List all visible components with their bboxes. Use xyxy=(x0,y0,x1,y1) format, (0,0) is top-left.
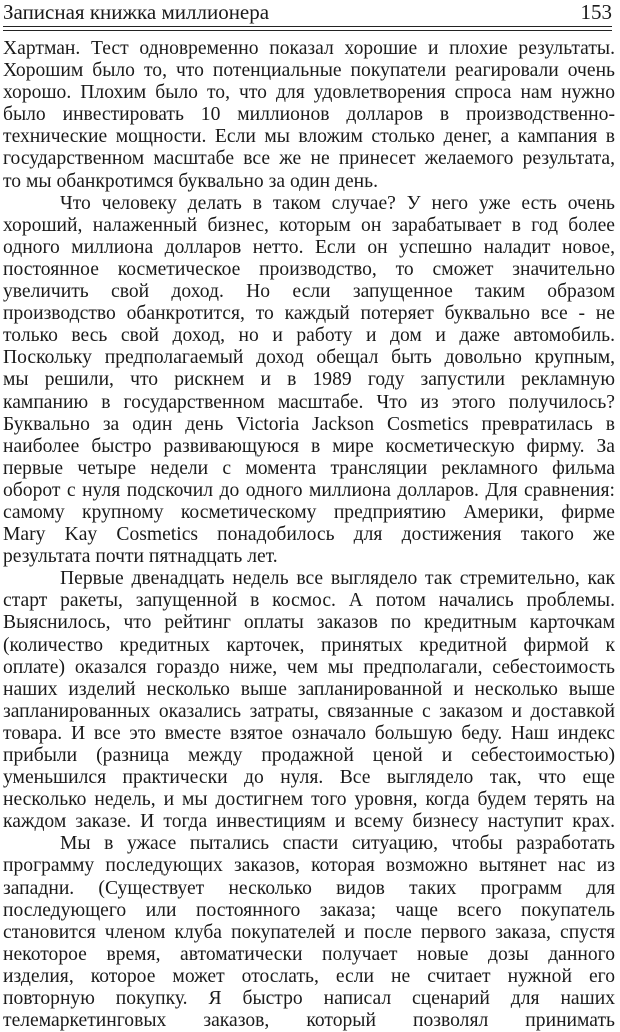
text-line: первые четыре недели с момента трансляции рекламного фильма xyxy=(3,457,615,479)
text-line: программу последующих заказов, которая возможно вытянет нас из xyxy=(3,855,615,877)
text-line: товара. И все это вместе взятое означало большую беду. Наш индекс xyxy=(3,722,615,744)
text-line: становится членом клуба покупателей и после первого заказа, спустя xyxy=(3,921,615,943)
text-line: то мы обанкротимся буквально за один день. xyxy=(3,170,379,192)
text-line: каждом заказе. И тогда инвестициям и всему бизнесу наступит крах. xyxy=(3,811,615,833)
text-line: Mary Kay Cosmetics понадобилось для достижения такого же xyxy=(3,524,615,546)
text-line: Выяснилось, что рейтинг оплаты заказов по кредитным карточкам xyxy=(3,612,615,634)
text-line: Мы в ужасе пытались спасти ситуацию, чтобы разработать xyxy=(60,833,615,855)
text-line: технические мощности. Если мы вложим столько денег, а кампания в xyxy=(3,126,615,148)
text-line: одного миллиона долларов нетто. Если он успешно наладит новое, xyxy=(3,236,615,258)
text-line: мы решили, что рискнем и в 1989 году запустили рекламную xyxy=(3,369,615,391)
text-line: повторную покупку. Я быстро написал сценарий для наших xyxy=(3,988,615,1010)
text-line: хорошо. Плохим было то, что для удовлетворения спроса нам нужно xyxy=(3,82,615,104)
text-line: Поскольку предполагаемый доход обещал быть довольно крупным, xyxy=(3,347,615,369)
text-line: запланированных оказались затраты, связанные с заказом и доставкой xyxy=(3,700,615,722)
text-line: старт ракеты, запущенной в космос. А потом начались проблемы. xyxy=(3,590,615,612)
text-line: Хартман. Тест одновременно показал хорошие и плохие результаты. xyxy=(3,38,615,59)
text-line: западни. (Существует несколько видов таких программ для xyxy=(3,877,615,899)
text-line: (количество кредитных карточек, принятых кредитной фирмой к xyxy=(3,634,615,656)
text-line: хороший, налаженный бизнес, которым он зарабатывает в год более xyxy=(3,214,615,236)
text-line: постоянное косметическое производство, то сможет значительно xyxy=(3,258,615,280)
text-line: уменьшился практически до нуля. Все выглядело так, что еще xyxy=(3,767,615,789)
header-rule-bottom xyxy=(3,30,612,31)
text-line: наиболее быстро развивающуюся в мире косметическую фирму. За xyxy=(3,435,615,457)
text-line: наших изделий несколько выше запланированной и несколько выше xyxy=(3,678,615,700)
text-line: прибыли (разница между продажной ценой и себестоимостью) xyxy=(3,745,615,766)
page-number: 153 xyxy=(580,0,612,24)
text-line: телемаркетинговых заказов, который позволял принимать xyxy=(3,1010,615,1032)
text-line: изделия, которое может отослать, если не считает нужной его xyxy=(3,965,615,987)
text-line: некоторое время, автоматически получает новые дозы данного xyxy=(3,943,615,965)
text-line: несколько недель, и мы достигнем того уровня, когда будем терять на xyxy=(3,789,615,811)
text-line: результата почти пятнадцать лет. xyxy=(3,546,278,568)
text-line: Буквально за один день Victoria Jackson Cosmetics превратилась в xyxy=(3,413,615,435)
text-line: производство обанкротится, то каждый потеряет буквально все - не xyxy=(3,303,615,325)
header-rule-top xyxy=(3,26,612,27)
text-line: государственном масштабе все же не принесет желаемого результата, xyxy=(3,148,615,170)
text-line: самому крупному косметическому предприятию Америки, фирме xyxy=(3,501,615,523)
text-line: Хорошим было то, что потенциальные покупатели реагировали очень xyxy=(3,60,615,82)
text-line: было инвестировать 10 миллионов долларов в производственно- xyxy=(3,104,615,126)
running-title: Записная книжка миллионера xyxy=(3,0,270,24)
text-line: Что человеку делать в таком случае? У него уже есть очень xyxy=(60,192,615,214)
text-line: увеличить свой доход. Но если запущенное таким образом xyxy=(3,281,615,303)
page-header xyxy=(3,0,612,22)
text-line: последующего или постоянного заказа; чаще всего покупатель xyxy=(3,899,615,921)
text-line: кампанию в государственном масштабе. Что из этого получилось? xyxy=(3,391,615,413)
text-line: оплате) оказался гораздо ниже, чем мы предполагали, себестоимость xyxy=(3,656,615,678)
page-body xyxy=(3,38,615,1032)
text-line: Первые двенадцать недель все выглядело так стремительно, как xyxy=(60,568,615,590)
text-line: оборот с нуля подскочил до одного миллиона долларов. Для сравнения: xyxy=(3,479,615,501)
text-line: только весь свой доход, но и работу и дом и даже автомобиль. xyxy=(3,325,615,347)
